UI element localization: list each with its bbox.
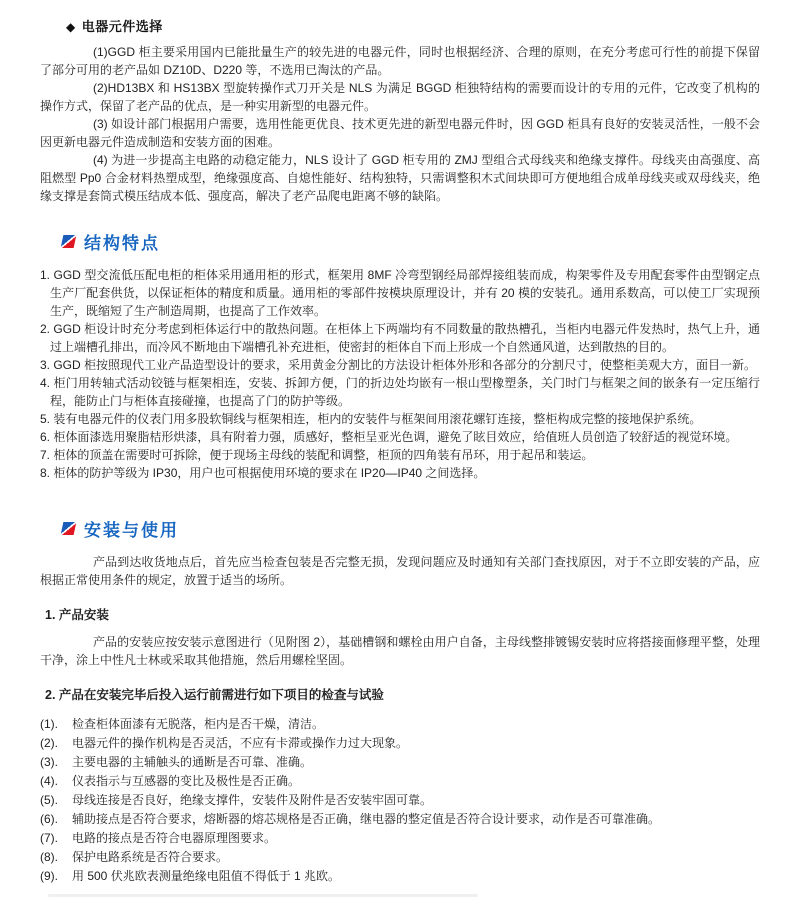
subsection-checks-title: 2. 产品在安装完毕后投入运行前需进行如下项目的检查与试验	[45, 688, 384, 702]
structure-features-list	[40, 266, 760, 482]
check-number: (1).	[40, 717, 58, 731]
check-text: 辅助接点是否符合要求，熔断器的熔芯规格是否正确，继电器的整定值是否符合设计要求，动作是否可靠准确。	[72, 812, 661, 826]
list-item: 1. GGD 型交流低压配电柜的柜体采用通用柜的形式，框架用 8MF 冷弯型钢经局部焊接组装而成，构架零件及专用配套零件由型钢定点生产厂配套供货，以保证柜体的精度和质量。通用柜的零部件按模块原理设计，并有 20 模的安装孔。通用系数高，可以使工厂实现预生产，既缩短了生产制造周期，也提高了工作效率。	[40, 268, 760, 318]
list-item: 6. 柜体面漆选用聚脂桔形烘漆，具有附着力强，质感好，整柜呈亚光色调，避免了眩目效应，给值班人员创造了较舒适的视觉环境。	[40, 430, 738, 444]
check-number: (8).	[40, 850, 58, 864]
list-item: 2. GGD 柜设计时充分考虑到柜体运行中的散热问题。在柜体上下两端均有不同数量的散热槽孔，当柜内电器元件发热时，热气上升，通过上端槽孔排出，而冷风不断地由下端槽孔补充进柜，使密封的柜体自下而上形成一个自然通风道，达到散热的目的。	[40, 322, 760, 354]
diamond-bullet-icon: ◆	[66, 20, 76, 34]
check-number: (2).	[40, 736, 58, 750]
check-item	[40, 791, 760, 810]
check-item	[40, 867, 760, 886]
check-item	[40, 848, 760, 867]
faint-print-artifact	[48, 894, 478, 897]
check-text: 仪表指示与互感器的变比及极性是否正确。	[72, 774, 301, 788]
check-list	[40, 715, 760, 886]
flag-icon	[61, 235, 77, 248]
list-item: 3. GGD 柜按照现代工业产品造型设计的要求，采用黄金分割比的方法设计柜体外形和各部分的分割尺寸，使整柜美观大方，面目一新。	[40, 358, 757, 372]
list-item: 4. 柜门用转轴式活动铰链与框架相连，安装、拆卸方便，门的折边处均嵌有一根山型橡塑条，关门时门与框架之间的嵌条有一定压缩行程，能防止门与柜体直接碰撞，也提高了门的防护等级。	[40, 376, 760, 408]
flag-icon	[61, 522, 77, 535]
check-item	[40, 772, 760, 791]
check-text: 用 500 伏兆欧表测量绝缘电阻值不得低于 1 兆欧。	[72, 869, 341, 883]
list-item: 5. 装有电器元件的仪表门用多股软铜线与框架相连，柜内的安装件与框架间用滚花螺钉连接，整柜构成完整的接地保护系统。	[40, 412, 702, 426]
section-install-use-heading	[62, 516, 760, 541]
check-number: (7).	[40, 831, 58, 845]
paragraph-3: (3) 如设计部门根据用户需要，选用性能更优良、技术更先进的新型电器元件时，因 GGD 柜具有良好的安装灵活性，一般不会因更新电器元件造成制造和安装方面的困难。	[40, 117, 760, 149]
section-structure-features-heading	[62, 229, 760, 254]
list-item: 8. 柜体的防护等级为 IP30，用户也可根据使用环境的要求在 IP20—IP40 之间选择。	[40, 466, 486, 480]
section-heading-text: 结构特点	[84, 234, 160, 253]
section-electrical-components-title	[66, 16, 760, 35]
check-text: 母线连接是否良好，绝缘支撑件，安装件及附件是否安装牢固可靠。	[72, 793, 433, 807]
check-item	[40, 810, 760, 829]
check-text: 电器元件的操作机构是否灵活，不应有卡滞或操作力过大现象。	[72, 736, 409, 750]
check-number: (9).	[40, 869, 58, 883]
check-number: (5).	[40, 793, 58, 807]
check-text: 检查柜体面漆有无脱落，柜内是否干燥，清洁。	[72, 717, 325, 731]
check-item	[40, 829, 760, 848]
check-item	[40, 753, 760, 772]
check-item	[40, 715, 760, 734]
check-text: 保护电路系统是否符合要求。	[72, 850, 229, 864]
paragraph-1: (1)GGD 柜主要采用国内已能批量生产的较先进的电器元件，同时也根据经济、合理的原则，在充分考虑可行性的前提下保留了部分可用的老产品如 DZ10D、D220 等，不选用已淘汰的产品。	[40, 45, 760, 77]
check-number: (6).	[40, 812, 58, 826]
check-item	[40, 734, 760, 753]
paragraph-4: (4) 为进一步提高主电路的动稳定能力，NLS 设计了 GGD 柜专用的 ZMJ 型组合式母线夹和绝缘支撑件。母线夹由高强度、高阻燃型 Pp0 合金材料热塑成型，绝缘强度高、自熄性能好、结构独特，只需调整积木式间块即可方便地组合成单母线夹或双母线夹，绝缘支撑是套筒式模压结成本低、强度高，解决了老产品爬电距离不够的缺陷。	[40, 153, 760, 203]
install-detail-paragraph: 产品的安装应按安装示意图进行（见附图 2），基础槽钢和螺栓由用户自备，主母线整排镀锡安装时应将搭接面修理平整，处理干净，涂上中性凡士林或采取其他措施，然后用螺栓坚固。	[40, 635, 760, 667]
check-number: (3).	[40, 755, 58, 769]
check-number: (4).	[40, 774, 58, 788]
section-title-text: 电器元件选择	[81, 19, 163, 34]
section-heading-text: 安装与使用	[84, 521, 179, 540]
subsection-product-install-title: 1. 产品安装	[45, 608, 109, 622]
paragraph-2: (2)HD13BX 和 HS13BX 型旋转操作式刀开关是 NLS 为满足 BGGD 柜独特结构的需要而设计的专用的元件，它改变了机构的操作方式，保留了老产品的优点，是一种实用新型的电器元件。	[40, 81, 760, 113]
list-item: 7. 柜体的顶盖在需要时可拆除，便于现场主母线的装配和调整，柜顶的四角装有吊环，用于起吊和装运。	[40, 448, 594, 462]
check-text: 电路的接点是否符合电器原理图要求。	[72, 831, 277, 845]
check-text: 主要电器的主辅触头的通断是否可靠、准确。	[72, 755, 313, 769]
install-intro-paragraph: 产品到达收货地点后，首先应当检查包装是否完整无损，发现问题应及时通知有关部门查找原因，对于不立即安装的产品，应根据正常使用条件的规定，放置于适当的场所。	[40, 555, 760, 587]
